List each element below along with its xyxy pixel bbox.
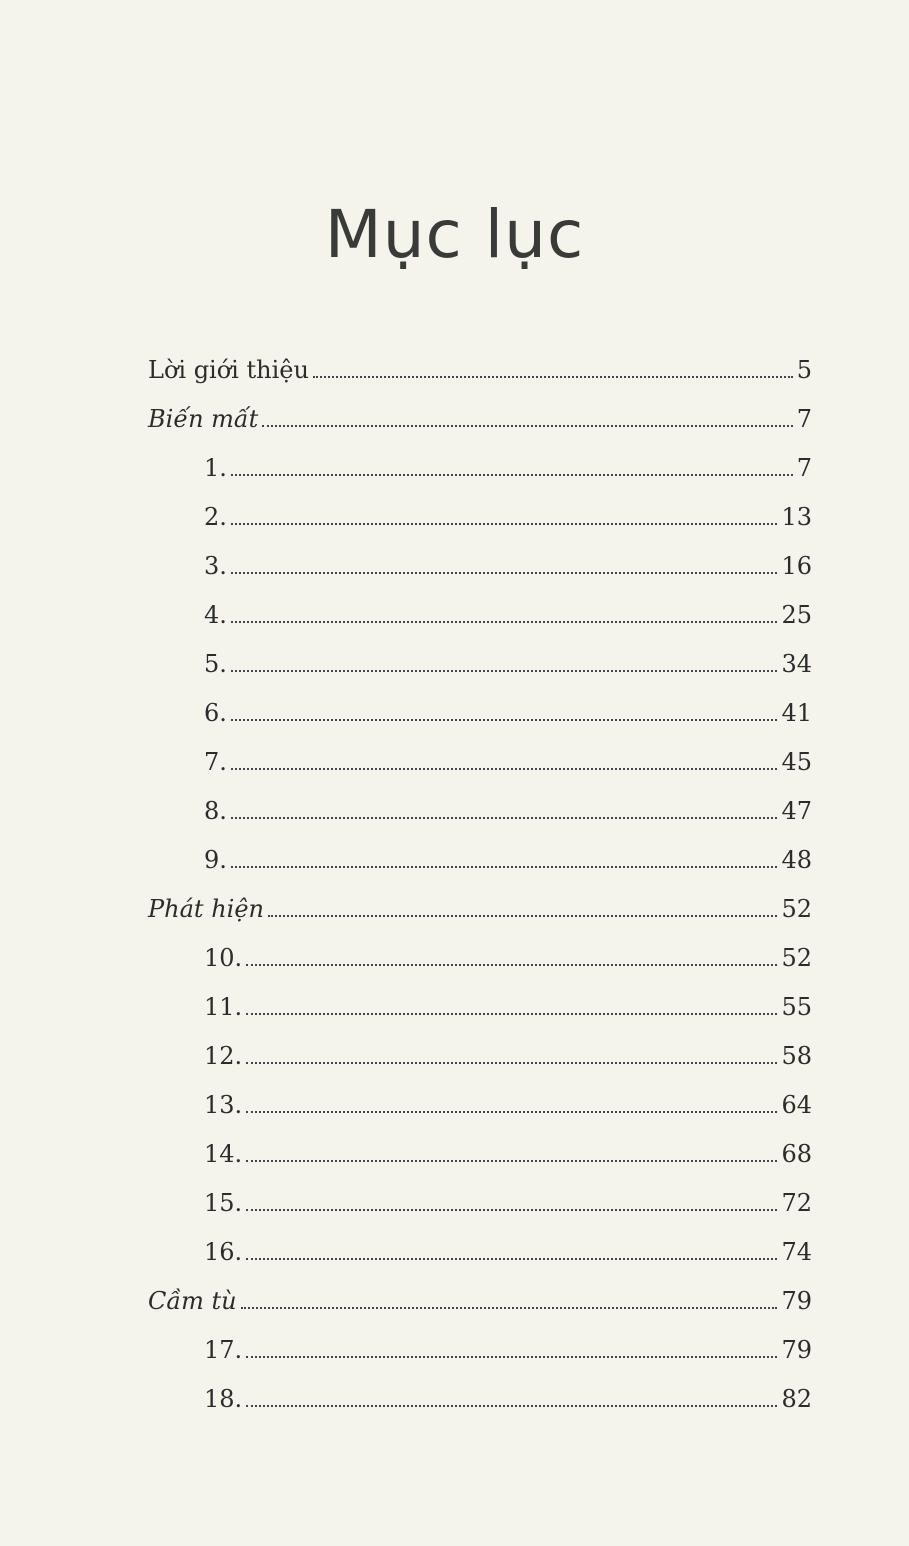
toc-front-entry [148, 344, 812, 384]
toc-entry-page-number: 45 [781, 748, 812, 776]
toc-entry-label: 6. [204, 699, 227, 727]
toc-chapter-entry [204, 981, 812, 1021]
toc-entry-label: Phát hiện [148, 895, 264, 923]
toc-entry-page-number: 7 [796, 454, 812, 482]
dot-leader [231, 816, 778, 819]
toc-entry-page-number: 79 [781, 1336, 812, 1364]
dot-leader [231, 767, 778, 770]
toc-chapter-entry [204, 491, 812, 531]
toc-entry-page-number: 48 [781, 846, 812, 874]
dot-leader [231, 473, 793, 476]
toc-entry-label: 3. [204, 552, 227, 580]
toc-entry-page-number: 55 [781, 993, 812, 1021]
toc-entry-label: 13. [204, 1091, 243, 1119]
toc-chapter-entry [204, 1373, 812, 1413]
toc-entry-label: 8. [204, 797, 227, 825]
toc-entry-page-number: 74 [781, 1238, 812, 1266]
toc-section-entry [148, 1275, 812, 1315]
dot-leader [268, 914, 777, 917]
toc-chapter-entry [204, 785, 812, 825]
toc-chapter-entry [204, 1128, 812, 1168]
toc-entry-page-number: 68 [781, 1140, 812, 1168]
toc-chapter-entry [204, 1324, 812, 1364]
toc-entry-label: 1. [204, 454, 227, 482]
toc-entry-label: Cầm tù [148, 1287, 237, 1315]
toc-entry-page-number: 47 [781, 797, 812, 825]
toc-entry-label: 14. [204, 1140, 243, 1168]
toc-entry-page-number: 64 [781, 1091, 812, 1119]
toc-entry-label: 15. [204, 1189, 243, 1217]
toc-entry-page-number: 16 [781, 552, 812, 580]
toc-entry-page-number: 58 [781, 1042, 812, 1070]
dot-leader [313, 375, 793, 378]
toc-entry-label: 11. [204, 993, 243, 1021]
toc-section-entry [148, 883, 812, 923]
toc-entry-label: 4. [204, 601, 227, 629]
dot-leader [262, 424, 792, 427]
dot-leader [231, 669, 778, 672]
toc-entry-page-number: 5 [796, 356, 812, 384]
toc-entry-label: 9. [204, 846, 227, 874]
toc-entry-label: 17. [204, 1336, 243, 1364]
toc-entry-page-number: 72 [781, 1189, 812, 1217]
toc-chapter-entry [204, 932, 812, 972]
dot-leader [246, 1355, 777, 1358]
toc-entry-label: 16. [204, 1238, 243, 1266]
toc-entry-page-number: 79 [781, 1287, 812, 1315]
toc-chapter-entry [204, 442, 812, 482]
toc-entry-page-number: 82 [781, 1385, 812, 1413]
toc-entry-label: Biến mất [148, 405, 259, 433]
toc-entry-page-number: 7 [796, 405, 812, 433]
page-title: Mục lục [324, 196, 585, 273]
dot-leader [246, 963, 777, 966]
dot-leader [231, 620, 778, 623]
toc-chapter-entry [204, 1079, 812, 1119]
toc-entry-label: 7. [204, 748, 227, 776]
toc-entry-label: 5. [204, 650, 227, 678]
toc-chapter-entry [204, 736, 812, 776]
toc-chapter-entry [204, 1177, 812, 1217]
toc-chapter-entry [204, 1226, 812, 1266]
toc-entry-page-number: 25 [781, 601, 812, 629]
toc-chapter-entry [204, 638, 812, 678]
toc-entry-label: Lời giới thiệu [148, 356, 309, 384]
toc-entry-label: 18. [204, 1385, 243, 1413]
toc-chapter-entry [204, 589, 812, 629]
dot-leader [246, 1404, 777, 1407]
dot-leader [231, 718, 778, 721]
dot-leader [246, 1208, 777, 1211]
toc-chapter-entry [204, 1030, 812, 1070]
toc-entry-page-number: 41 [781, 699, 812, 727]
dot-leader [231, 522, 778, 525]
toc-entry-page-number: 52 [781, 944, 812, 972]
toc-entry-page-number: 52 [781, 895, 812, 923]
toc-section-entry [148, 393, 812, 433]
toc-entry-page-number: 13 [781, 503, 812, 531]
dot-leader [241, 1306, 778, 1309]
dot-leader [231, 571, 778, 574]
toc-entry-page-number: 34 [781, 650, 812, 678]
toc-entry-label: 12. [204, 1042, 243, 1070]
toc-chapter-entry [204, 540, 812, 580]
toc-entry-label: 10. [204, 944, 243, 972]
dot-leader [246, 1159, 777, 1162]
toc-chapter-entry [204, 687, 812, 727]
dot-leader [246, 1110, 777, 1113]
dot-leader [246, 1257, 777, 1260]
toc-entry-label: 2. [204, 503, 227, 531]
toc-chapter-entry [204, 834, 812, 874]
dot-leader [246, 1012, 777, 1015]
dot-leader [246, 1061, 777, 1064]
dot-leader [231, 865, 778, 868]
